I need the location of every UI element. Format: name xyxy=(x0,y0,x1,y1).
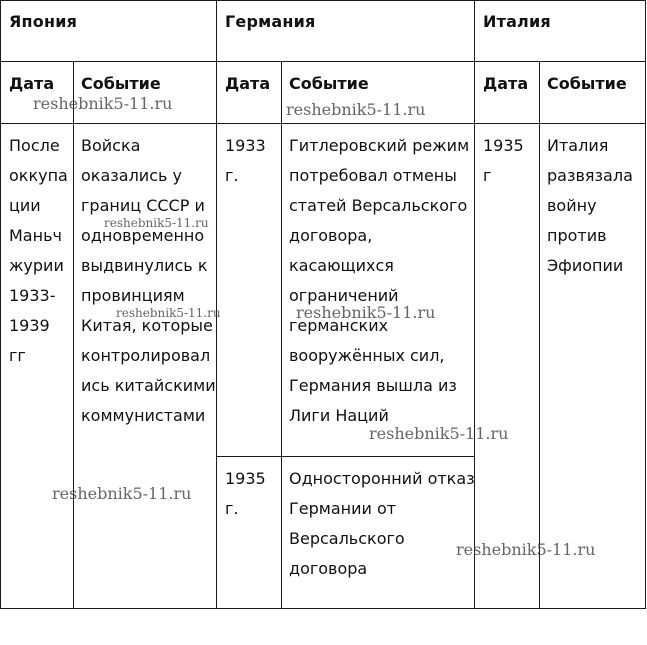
top-border xyxy=(0,0,646,1)
japan-event-line: Китая, которые xyxy=(81,316,213,335)
germany-date-line: г. xyxy=(225,499,239,518)
watermark: reshebnik5-11.ru xyxy=(116,306,221,320)
japan-date-line: 1939 xyxy=(9,316,50,335)
watermark: reshebnik5-11.ru xyxy=(369,424,509,443)
germany-event-line: потребовал отмены xyxy=(289,166,457,185)
germany-event-line: ограничений xyxy=(289,286,399,305)
italy-event-line: Италия xyxy=(547,136,609,155)
watermark: reshebnik5-11.ru xyxy=(286,100,426,119)
japan-event-header: Событие xyxy=(81,74,161,93)
germany-date-header: Дата xyxy=(225,74,271,93)
japan-date-line: После xyxy=(9,136,60,155)
japan-date-line: 1933- xyxy=(9,286,56,305)
watermark: reshebnik5-11.ru xyxy=(52,484,192,503)
germany-event-line: статей Версальского xyxy=(289,196,468,215)
germany-event-line: вооружённых сил, xyxy=(289,346,445,365)
watermark: reshebnik5-11.ru xyxy=(33,94,173,113)
germany-event-line: договора xyxy=(289,559,368,578)
germany-event-line: германских xyxy=(289,316,389,335)
italy-event-cell xyxy=(547,131,633,281)
germany-date-line: г. xyxy=(225,166,239,185)
germany-event-line: Односторонний отказ xyxy=(289,469,475,488)
italy-event-line: развязала xyxy=(547,166,633,185)
italy-date-header: Дата xyxy=(483,74,529,93)
japan-event-line: контролировал xyxy=(81,346,211,365)
header-italy: Италия xyxy=(483,12,551,31)
germany-event-line: Лиги Наций xyxy=(289,406,389,425)
japan-event-line: оказались у xyxy=(81,166,182,185)
japan-event-line: границ СССР и xyxy=(81,196,205,215)
italy-date-line: г xyxy=(483,166,492,185)
header-divider xyxy=(0,61,646,62)
left-border xyxy=(0,0,1,609)
germany-date-cell-1 xyxy=(225,131,266,191)
subheader-divider xyxy=(0,123,646,124)
germany-event-line: Германия вышла из xyxy=(289,376,457,395)
germany-event-line: касающихся xyxy=(289,256,394,275)
germany-event-line: Гитлеровский режим xyxy=(289,136,470,155)
japan-event-line: выдвинулись к xyxy=(81,256,208,275)
germany-event-line: Германии от xyxy=(289,499,397,518)
germany-event-cell-2 xyxy=(289,464,475,584)
japan-event-line: коммунистами xyxy=(81,406,206,425)
bottom-border xyxy=(0,608,646,609)
italy-event-header: Событие xyxy=(547,74,627,93)
japan-date-line: журии xyxy=(9,256,64,275)
japan-date-cell xyxy=(9,131,68,371)
japan-germany-divider xyxy=(216,0,217,609)
right-border xyxy=(645,0,646,609)
japan-event-cell xyxy=(81,131,216,431)
japan-event-line: провинциям xyxy=(81,286,185,305)
italy-date-cell xyxy=(483,131,524,191)
japan-date-line: оккупа xyxy=(9,166,68,185)
italy-event-line: против xyxy=(547,226,607,245)
japan-event-line: Войска xyxy=(81,136,141,155)
italy-date-line: 1935 xyxy=(483,136,524,155)
japan-date-line: Маньч xyxy=(9,226,62,245)
japan-date-line: ции xyxy=(9,196,41,215)
watermark: reshebnik5-11.ru xyxy=(104,216,209,230)
italy-event-line: войну xyxy=(547,196,597,215)
germany-date-cell-2 xyxy=(225,464,266,524)
watermark: reshebnik5-11.ru xyxy=(456,540,596,559)
germany-inner-divider xyxy=(281,61,282,609)
japan-event-line: одновременно xyxy=(81,226,205,245)
japan-event-line: ись китайскими xyxy=(81,376,216,395)
header-germany: Германия xyxy=(225,12,316,31)
japan-date-header: Дата xyxy=(9,74,55,93)
germany-event-cell-1 xyxy=(289,131,469,431)
germany-event-line: Версальского xyxy=(289,529,405,548)
watermark: reshebnik5-11.ru xyxy=(296,303,436,322)
japan-date-line: гг xyxy=(9,346,26,365)
germany-event-header: Событие xyxy=(289,74,369,93)
header-japan: Япония xyxy=(9,12,78,31)
germany-date-line: 1935 xyxy=(225,469,266,488)
germany-date-line: 1933 xyxy=(225,136,266,155)
italy-inner-divider xyxy=(539,61,540,609)
germany-event-line: договора, xyxy=(289,226,373,245)
germany-row-divider xyxy=(216,456,474,457)
italy-event-line: Эфиопии xyxy=(547,256,624,275)
japan-inner-divider xyxy=(73,61,74,609)
